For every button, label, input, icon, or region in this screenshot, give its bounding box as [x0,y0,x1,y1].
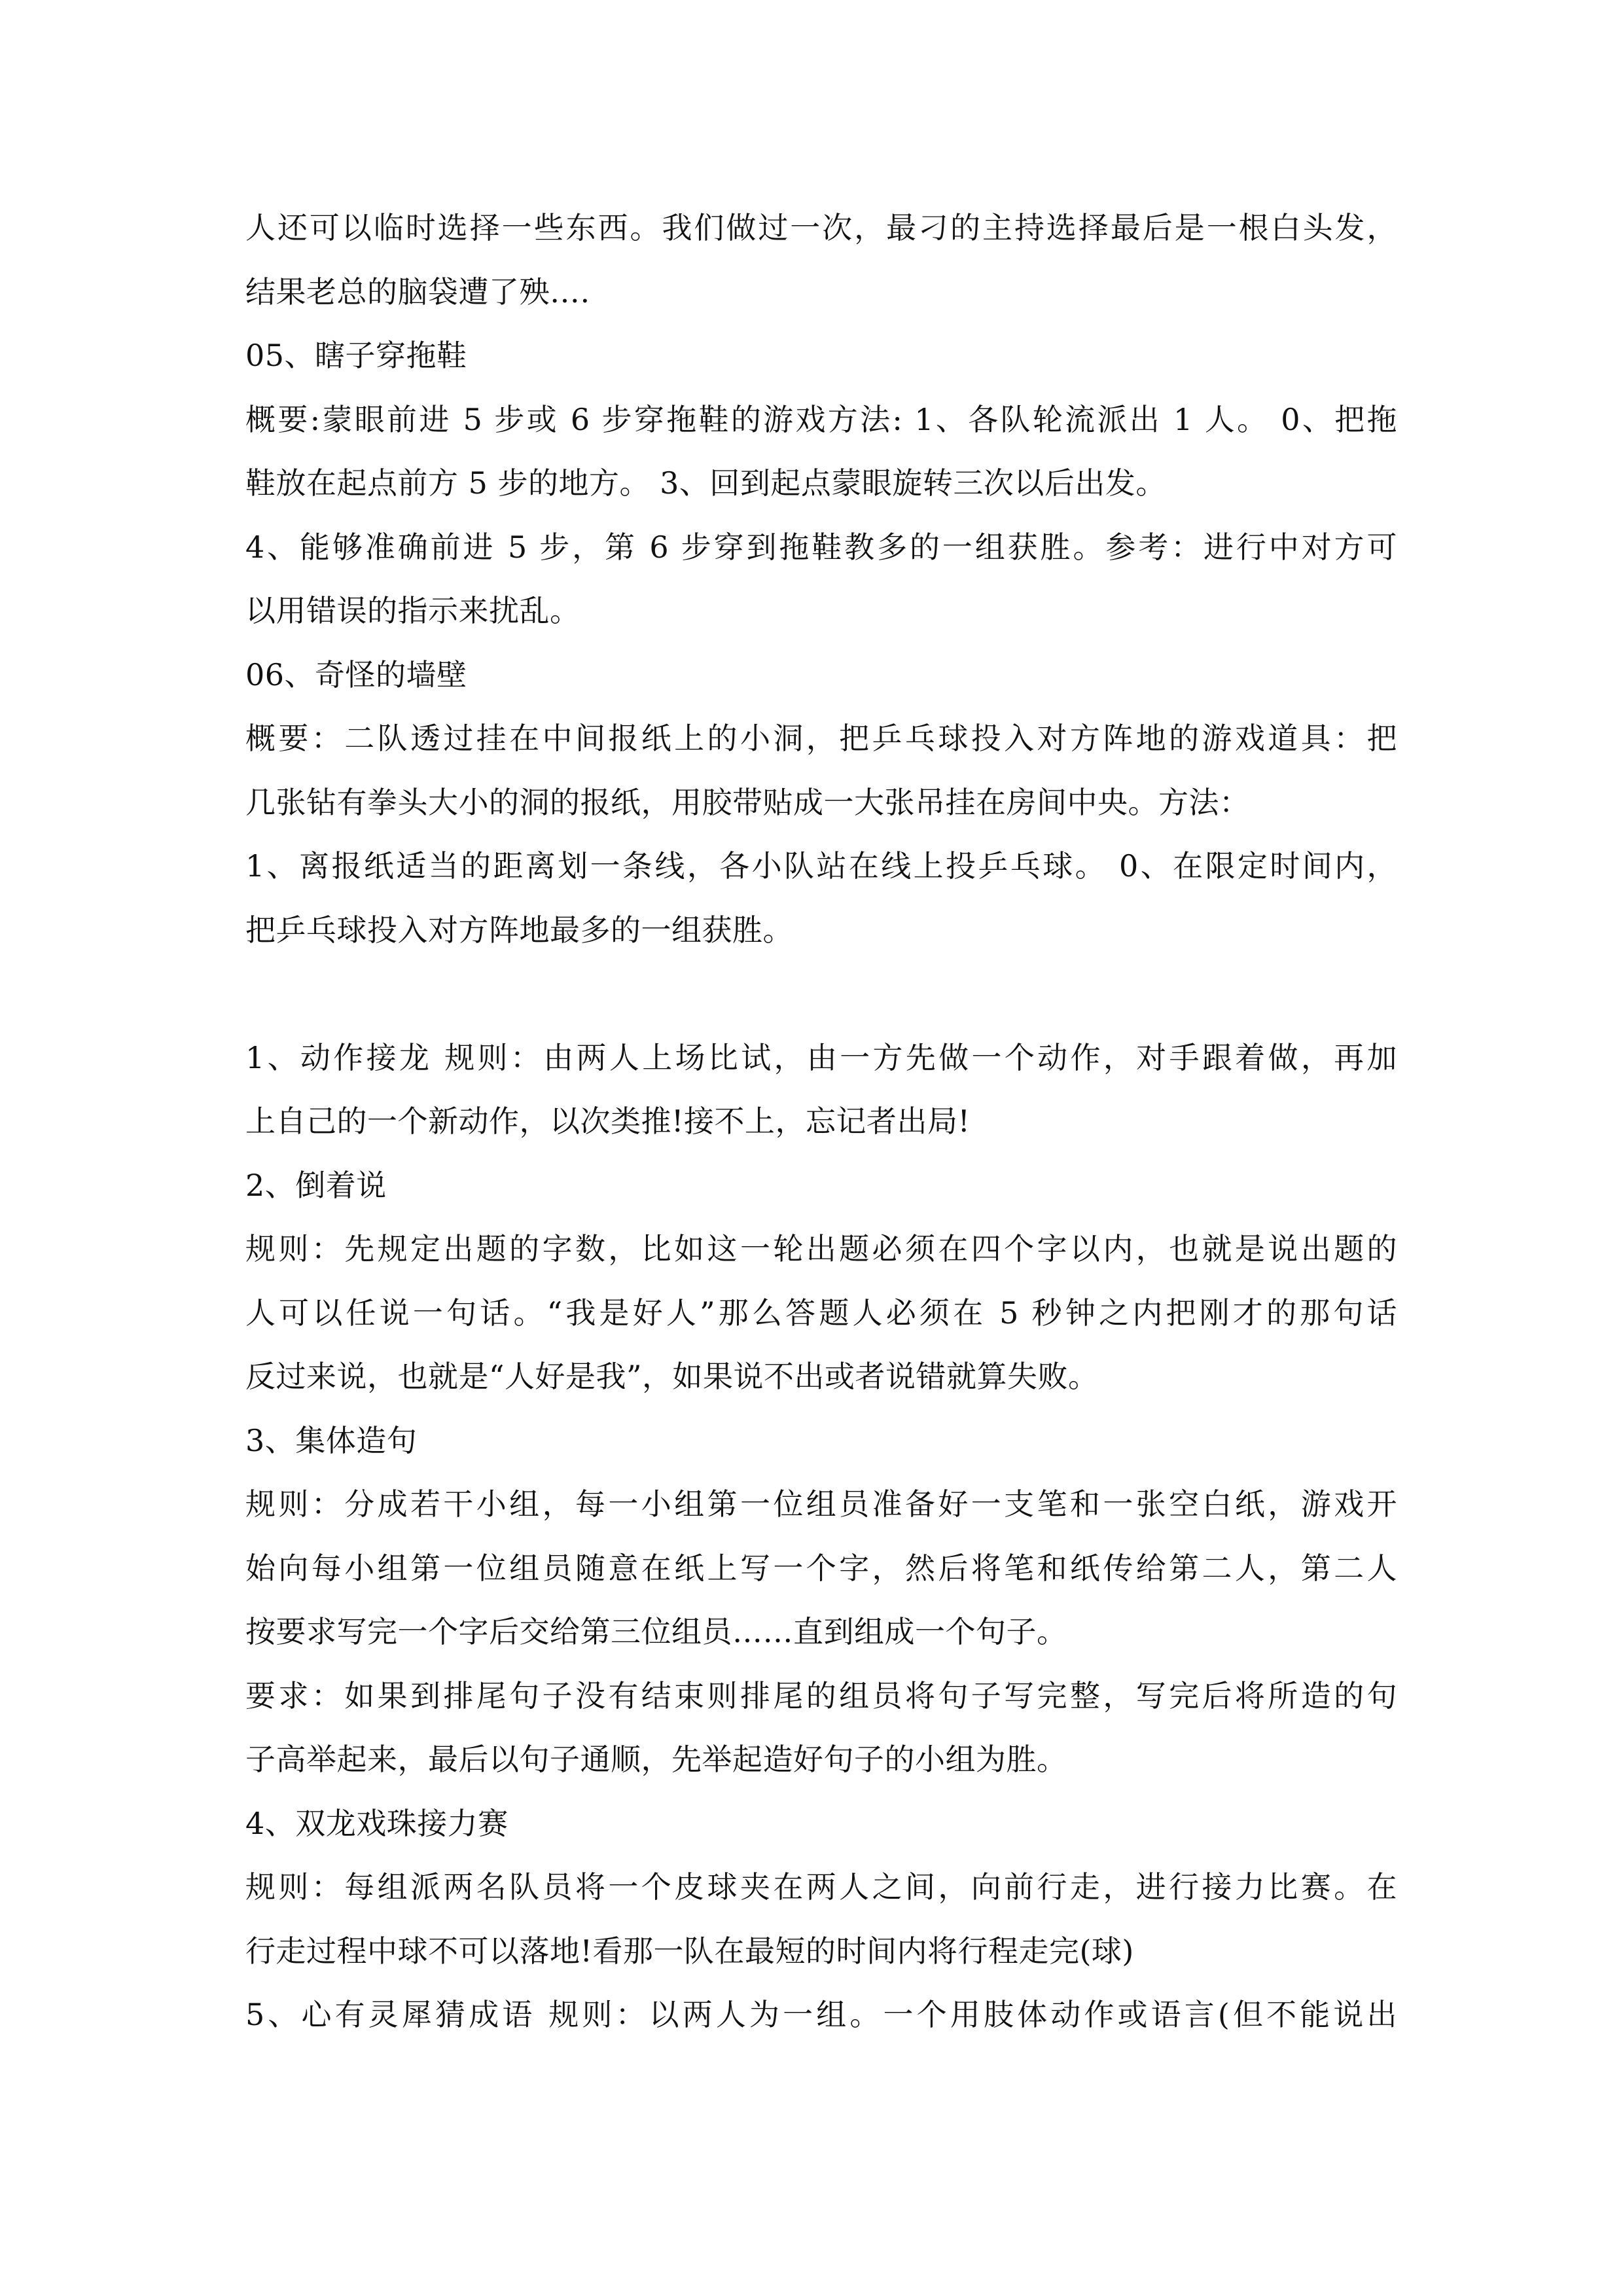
text-line: 人还可以临时选择一些东西。我们做过一次，最刁的主持选择最后是一根白头发， [245,210,1397,245]
heading-4: 4、双龙戏珠接力赛 [245,1805,508,1841]
text-line: 反过来说，也就是“人好是我”，如果说不出或者说错就算失败。 [245,1359,1099,1394]
text-line: 行走过程中球不可以落地!看那一队在最短的时间内将行程走完(球) [245,1933,1134,1969]
document-page [245,196,1397,2047]
text-line: 子高举起来，最后以句子通顺，先举起造好句子的小组为胜。 [245,1742,1067,1777]
text-line: 规则：分成若干小组，每一小组第一位组员准备好一支笔和一张空白纸，游戏开 [245,1486,1397,1522]
text-line: 以用错误的指示来扰乱。 [245,593,580,628]
section-games-1-5 [245,1026,1397,2047]
section-games-05-06 [245,196,1397,962]
text-line: 结果老总的脑袋遭了殃…. [245,274,590,310]
text-line: 上自己的一个新动作，以次类推!接不上，忘记者出局! [245,1103,971,1139]
heading-05: 05、瞎子穿拖鞋 [245,338,467,373]
text-line: 人可以任说一句话。“我是好人”那么答题人必须在 5 秒钟之内把刚才的那句话 [245,1295,1397,1331]
text-line: 规则：先规定出题的字数，比如这一轮出题必须在四个字以内，也就是说出题的 [245,1231,1397,1266]
section-gap [245,962,1397,1026]
text-line: 始向每小组第一位组员随意在纸上写一个字，然后将笔和纸传给第二人，第二人 [245,1550,1397,1586]
text-line: 几张钻有拳头大小的洞的报纸，用胶带贴成一大张吊挂在房间中央。方法： [245,784,1250,820]
heading-5: 5、心有灵犀猜成语 规则：以两人为一组。一个用肢体动作或语言(但不能说出 [245,1997,1397,2032]
text-line: 要求：如果到排尾句子没有结束则排尾的组员将句子写完整，写完后将所造的句 [245,1677,1397,1713]
text-line: 鞋放在起点前方 5 步的地方。 3、回到起点蒙眼旋转三次以后出发。 [245,465,1166,501]
text-line: 1、离报纸适当的距离划一条线，各小队站在线上投乒乓球。 0、在限定时间内， [245,848,1397,884]
text-line: 按要求写完一个字后交给第三位组员……直到组成一个句子。 [245,1614,1067,1649]
heading-06: 06、奇怪的墙壁 [245,656,467,692]
heading-2: 2、倒着说 [245,1167,387,1203]
text-line: 把乒乓球投入对方阵地最多的一组获胜。 [245,912,793,948]
text-line: 4、能够准确前进 5 步，第 6 步穿到拖鞋教多的一组获胜。参考：进行中对方可 [245,529,1397,565]
heading-1: 1、动作接龙 规则：由两人上场比试，由一方先做一个动作，对手跟着做，再加 [245,1039,1397,1075]
text-line: 概要:蒙眼前进 5 步或 6 步穿拖鞋的游戏方法: 1、各队轮流派出 1 人。 0、把拖 [245,401,1397,437]
heading-3: 3、集体造句 [245,1422,418,1458]
text-line: 概要：二队透过挂在中间报纸上的小洞，把乒乓球投入对方阵地的游戏道具：把 [245,721,1397,756]
text-line: 规则：每组派两名队员将一个皮球夹在两人之间，向前行走，进行接力比赛。在 [245,1869,1397,1905]
